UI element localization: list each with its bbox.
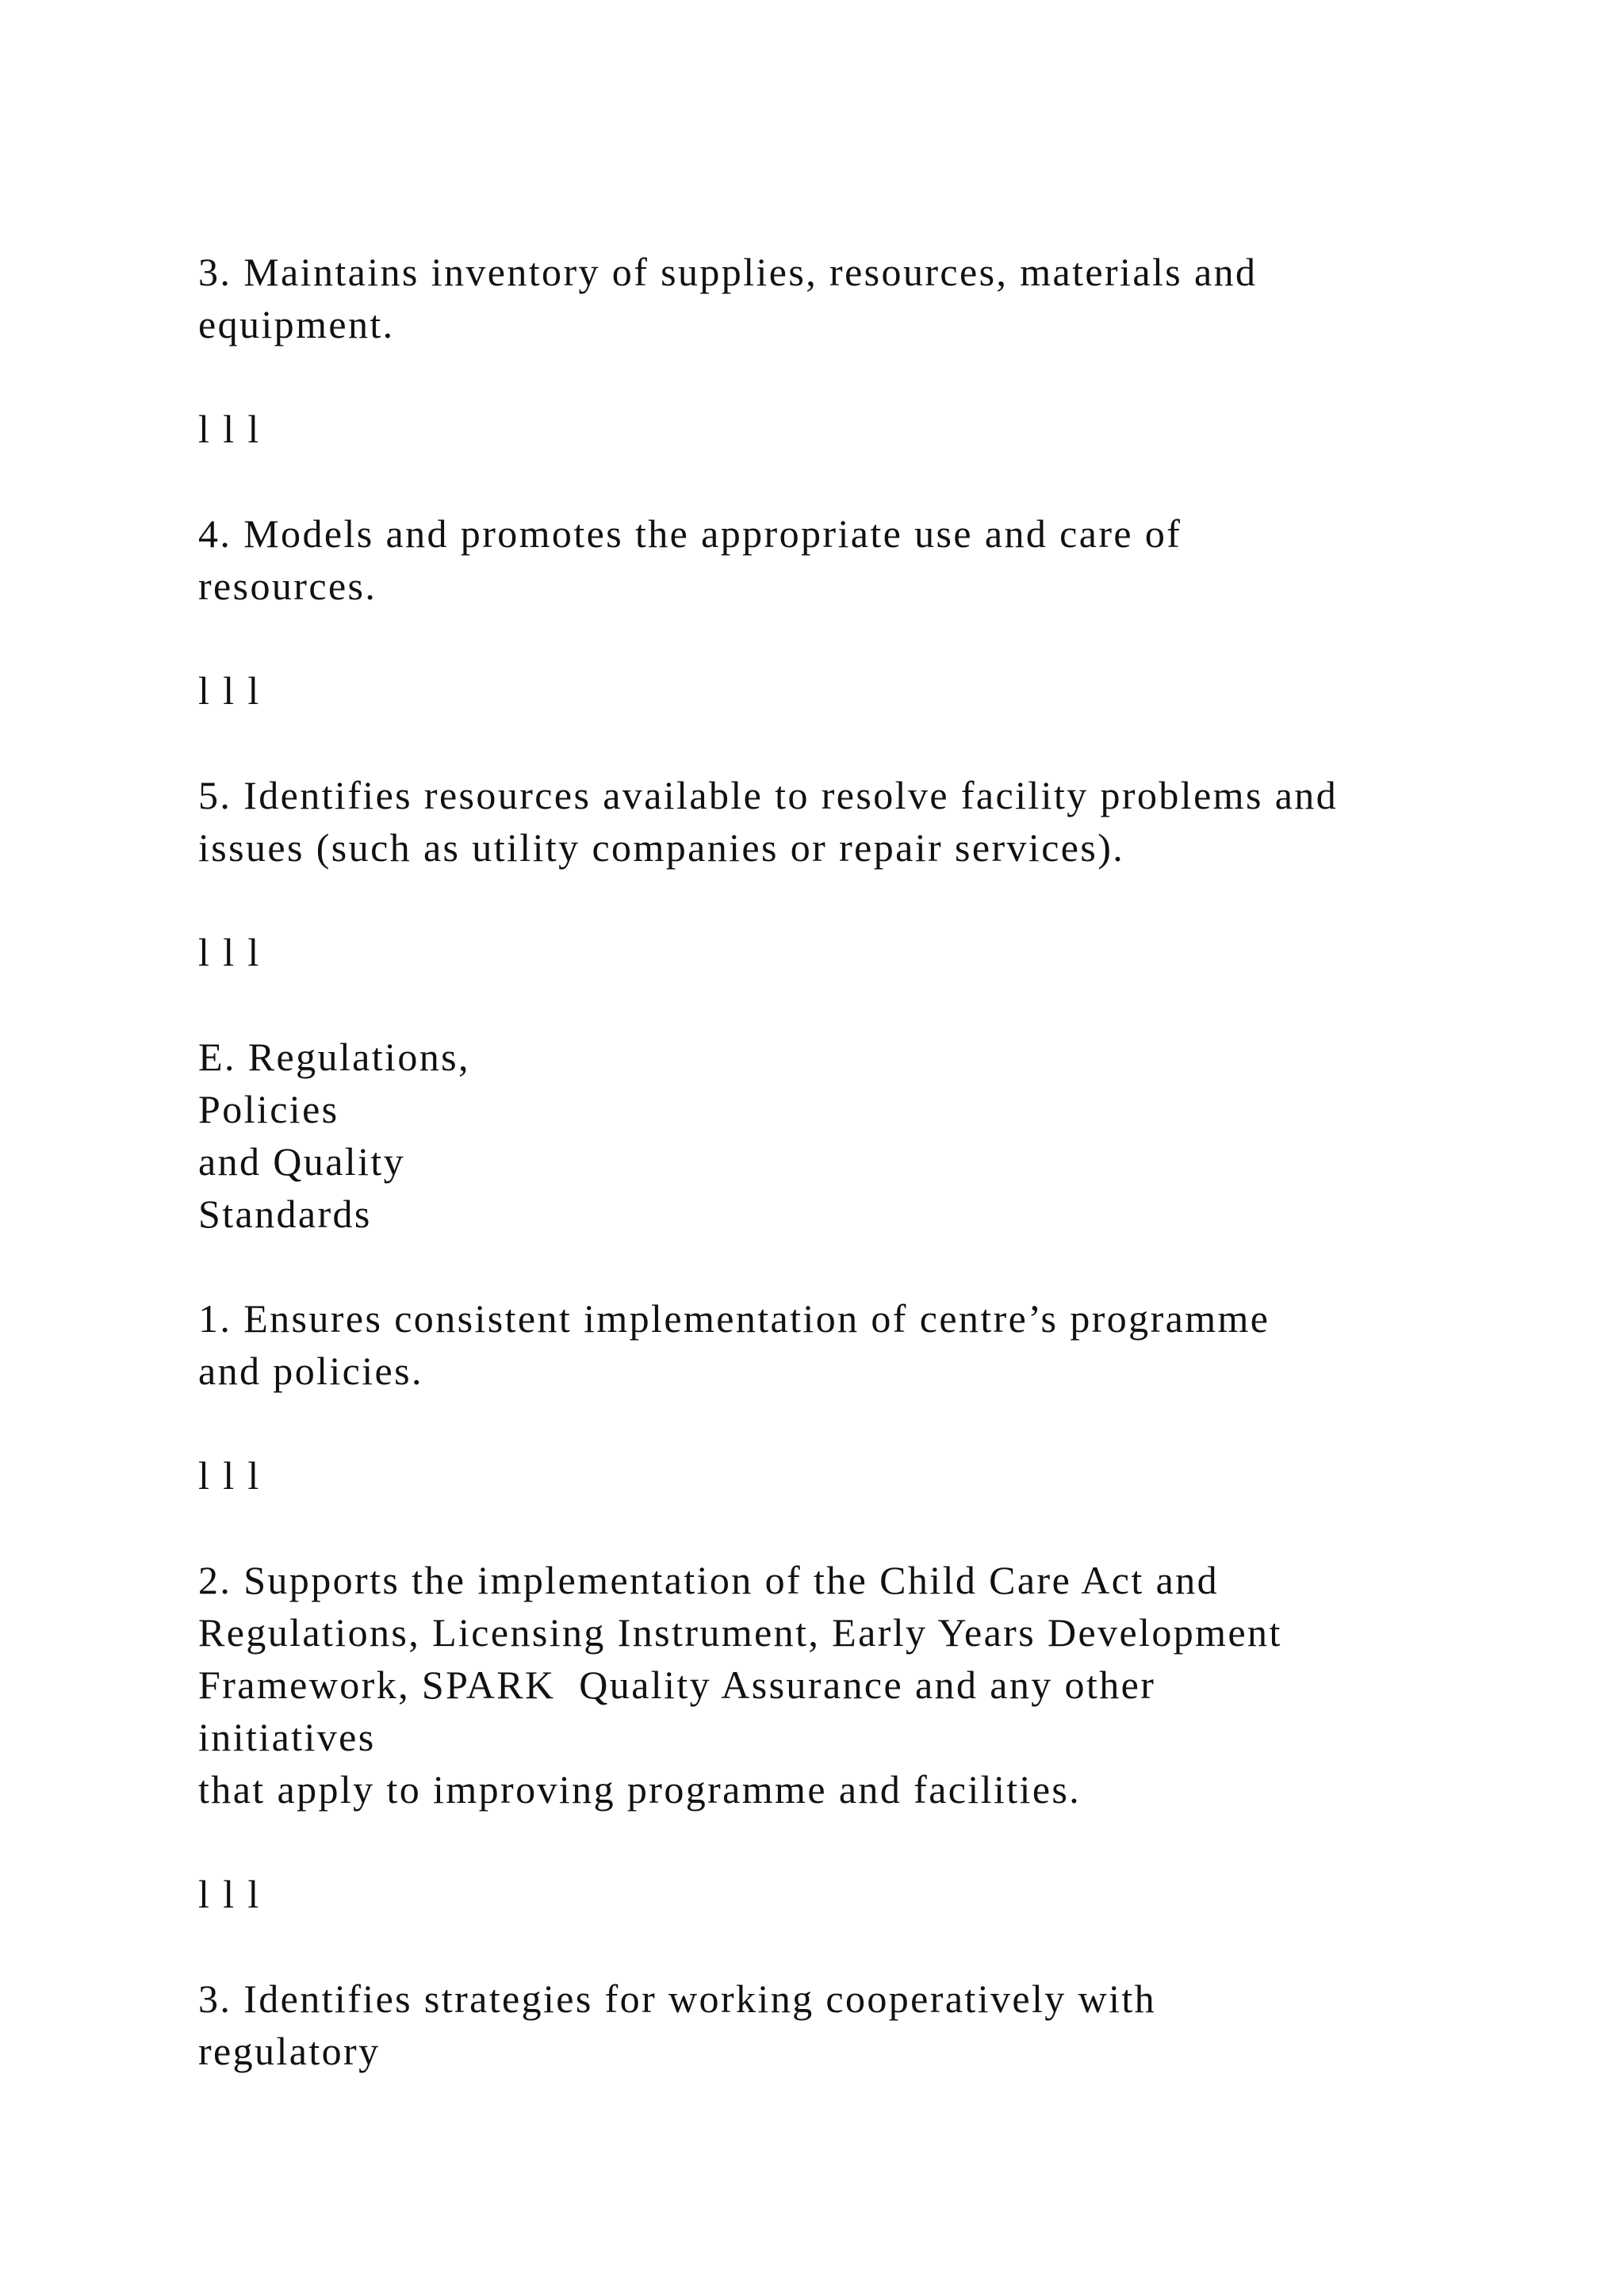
text-line: l l l	[198, 407, 261, 451]
text-line: l l l	[198, 1453, 261, 1498]
text-line: 4. Models and promotes the appropriate use and care of	[198, 511, 1182, 556]
item-3-strategies	[198, 1973, 1546, 2077]
text-line: l l l	[198, 930, 261, 974]
text-line: Framework, SPARK Quality Assurance and any other	[198, 1663, 1156, 1707]
text-line: resources.	[198, 564, 377, 608]
text-line: Standards	[198, 1192, 372, 1236]
text-line: issues (such as utility companies or repair services).	[198, 825, 1125, 870]
item-3-inventory	[198, 246, 1546, 350]
text-line: that apply to improving programme and facilities.	[198, 1767, 1082, 1812]
document-page	[198, 246, 1546, 2130]
item-5-facility-resources	[198, 769, 1546, 874]
section-heading-e	[198, 1031, 1546, 1240]
text-line: 1. Ensures consistent implementation of centre’s programme	[198, 1296, 1270, 1341]
rating-marks	[198, 1449, 1546, 1502]
item-1-consistent-implementation	[198, 1292, 1546, 1397]
text-line: E. Regulations,	[198, 1035, 470, 1079]
rating-marks	[198, 403, 1546, 455]
text-line: regulatory	[198, 2029, 381, 2073]
text-line: and Quality	[198, 1139, 406, 1184]
text-line: equipment.	[198, 302, 395, 346]
rating-marks	[198, 1868, 1546, 1920]
item-2-supports-implementation	[198, 1554, 1546, 1816]
rating-marks	[198, 664, 1546, 717]
text-line: 3. Maintains inventory of supplies, resources, materials and	[198, 250, 1258, 294]
item-4-models-resources	[198, 507, 1546, 612]
text-line: 5. Identifies resources available to resolve facility problems and	[198, 773, 1339, 817]
text-line: Regulations, Licensing Instrument, Early Years Development	[198, 1610, 1282, 1655]
text-line: l l l	[198, 668, 261, 713]
rating-marks	[198, 926, 1546, 978]
text-line: l l l	[198, 1872, 261, 1916]
text-line: Policies	[198, 1087, 339, 1131]
text-line: 2. Supports the implementation of the Child Care Act and	[198, 1558, 1219, 1602]
text-line: 3. Identifies strategies for working cooperatively with	[198, 1976, 1157, 2021]
text-line: initiatives	[198, 1715, 376, 1759]
text-line: and policies.	[198, 1349, 423, 1393]
